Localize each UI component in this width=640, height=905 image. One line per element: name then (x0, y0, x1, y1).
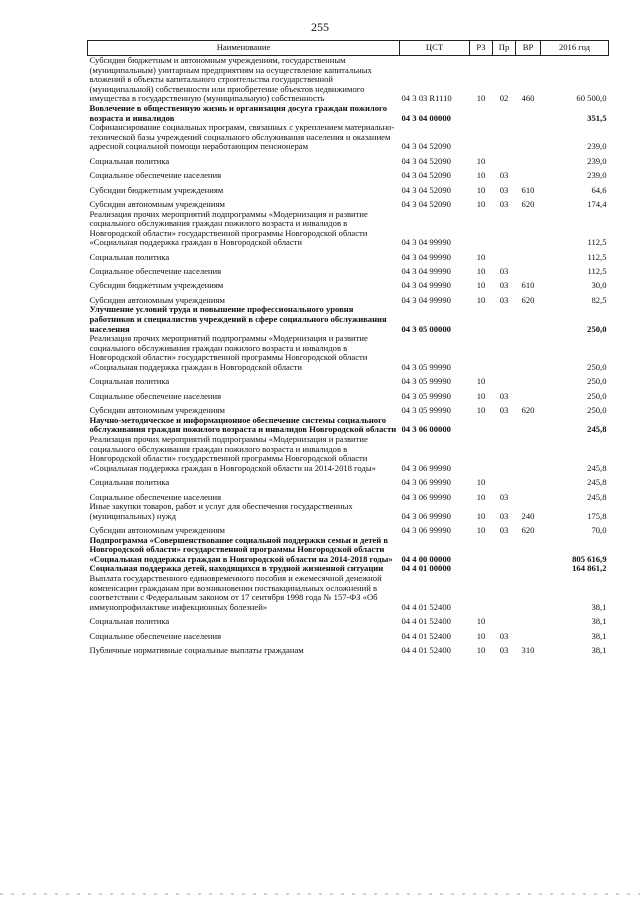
row-rz: 10 (476, 93, 486, 104)
table-row (88, 195, 609, 209)
row-name: Социальная политика (89, 477, 170, 488)
row-name: Иные закупки товаров, работ и услуг для обеспечения государственных (муниципальных) нужд (89, 501, 353, 521)
row-pr (493, 435, 516, 473)
row-name: Улучшение условий труда и повышение профессионального уровня работников и специалистов учреждений в сфере социального обслуживания населения (89, 304, 387, 334)
row-cst: 04 4 01 52400 (401, 601, 451, 612)
row-vr (516, 574, 541, 612)
row-name: Реализация прочих мероприятий подпрограммы «Модернизация и развитие социального обслуживания граждан пожилого возраста и инвалидов в Новгородской области» государственной программы Новгородской области «Социальная поддержка граждан в Новгородской области (89, 208, 368, 248)
row-name: Социальная политика (89, 251, 170, 262)
row-name: Социальная политика (89, 376, 170, 387)
row-name: Субсидии бюджетным и автономным учреждениям, государственным (муниципальным) унитарным предприятиям на осуществление капитальных вложений в объекты капитального строительства государственной (муниципальной) собственности или приобретение объектов недвижимого имущества в государственную (муниципальную) собственность (89, 55, 372, 104)
row-amount: 70,0 (591, 525, 607, 536)
row-vr (516, 305, 541, 334)
table-row (88, 305, 609, 334)
row-pr: 03 (499, 405, 509, 416)
row-rz: 10 (476, 376, 486, 387)
row-cst: 04 3 04 99990 (401, 294, 451, 305)
row-pr: 03 (499, 645, 509, 656)
row-pr: 03 (499, 294, 509, 305)
table-row (88, 277, 609, 291)
row-rz: 10 (476, 294, 486, 305)
row-vr: 620 (521, 525, 535, 536)
row-vr (516, 387, 541, 401)
row-amount: 245,8 (587, 462, 607, 473)
row-pr (493, 334, 516, 372)
row-amount: 64,6 (591, 184, 607, 195)
row-name: Софинансирование социальных программ, связанных с укреплением материально-технической базы учреждений социального обслуживания населения и оказанием адресной социальной помощи неработающим пенсионерам (89, 122, 395, 152)
table-row (88, 416, 609, 435)
row-vr: 610 (521, 184, 535, 195)
row-vr (516, 435, 541, 473)
row-name: Социальное обеспечение населения (89, 170, 222, 181)
row-amount: 60 500,0 (576, 93, 607, 104)
row-rz: 10 (476, 170, 486, 181)
row-vr (516, 334, 541, 372)
row-pr: 03 (499, 525, 509, 536)
row-rz (470, 416, 493, 435)
header-name: Наименование (88, 41, 400, 56)
row-vr: 620 (521, 294, 535, 305)
table-row (88, 181, 609, 195)
row-amount: 250,0 (587, 376, 607, 387)
row-name: Субсидии бюджетным учреждениям (89, 184, 224, 195)
row-rz: 10 (476, 525, 486, 536)
table-header (88, 41, 609, 56)
row-amount: 239,0 (587, 170, 607, 181)
row-pr (493, 612, 516, 626)
row-amount: 38,1 (591, 645, 607, 656)
row-rz: 10 (476, 645, 486, 656)
row-pr: 03 (499, 630, 509, 641)
row-vr: 460 (521, 93, 535, 104)
row-cst: 04 3 06 99990 (401, 477, 451, 488)
row-cst: 04 4 00 00000 (401, 553, 451, 564)
row-cst: 04 3 04 52090 (401, 155, 451, 166)
row-vr (516, 123, 541, 152)
row-cst: 04 3 04 99990 (401, 251, 451, 262)
row-rz: 10 (476, 251, 486, 262)
row-rz (470, 564, 493, 574)
table-row (88, 166, 609, 180)
row-amount: 245,8 (587, 491, 607, 502)
row-vr (516, 210, 541, 248)
row-pr (493, 104, 516, 123)
row-amount: 250,0 (587, 362, 607, 372)
row-amount: 38,1 (591, 616, 607, 627)
header-cst: ЦСТ (400, 41, 470, 56)
table-row (88, 473, 609, 487)
row-vr (516, 416, 541, 435)
table-row (88, 56, 609, 104)
row-name: Научно-методическое и информационное обеспечение системы социального обслуживания граждан пожилого возраста и инвалидов Новгородской области (89, 414, 397, 435)
row-rz (470, 210, 493, 248)
row-rz: 10 (476, 266, 486, 277)
row-rz (470, 574, 493, 612)
row-amount: 175,8 (587, 510, 607, 521)
row-rz (470, 123, 493, 152)
row-cst: 04 4 01 52400 (401, 616, 451, 627)
row-pr (493, 536, 516, 565)
row-amount: 112,5 (587, 266, 607, 277)
row-cst: 04 4 01 52400 (401, 630, 451, 641)
row-pr (493, 574, 516, 612)
header-year: 2016 год (541, 41, 609, 56)
row-rz (470, 435, 493, 473)
row-cst: 04 3 04 52090 (401, 184, 451, 195)
row-vr (516, 627, 541, 641)
row-name: Субсидии автономным учреждениям (89, 198, 225, 209)
row-pr (493, 123, 516, 152)
row-amount: 164 861,2 (572, 563, 607, 574)
row-vr (516, 488, 541, 502)
row-name: Реализация прочих мероприятий подпрограммы «Модернизация и развитие социального обслуживания граждан пожилого возраста и инвалидов в Новгородской области» государственной программы Новгородской области «Социальная поддержка граждан в Новгородской области на 2014-2018 годы» (89, 433, 376, 473)
row-cst: 04 3 05 99990 (401, 390, 451, 401)
row-pr: 03 (499, 280, 509, 291)
table-row (88, 435, 609, 473)
table-body (88, 56, 609, 656)
table-row (88, 123, 609, 152)
row-pr: 02 (499, 93, 509, 104)
row-amount: 82,5 (591, 294, 607, 305)
row-name: Социальное обеспечение населения (89, 266, 222, 277)
row-cst: 04 3 03 R1110 (401, 93, 452, 104)
row-cst: 04 3 06 99990 (401, 525, 451, 536)
row-pr: 03 (499, 266, 509, 277)
row-rz: 10 (476, 155, 486, 166)
row-rz: 10 (476, 491, 486, 502)
row-amount: 250,0 (587, 323, 607, 334)
row-vr (516, 248, 541, 262)
row-cst: 04 3 05 99990 (401, 405, 451, 416)
row-pr (493, 210, 516, 248)
row-cst: 04 3 06 00000 (401, 424, 451, 435)
row-name: Реализация прочих мероприятий подпрограммы «Модернизация и развитие социального обслуживания граждан пожилого возраста и инвалидов в Новгородской области» государственной программы Новгородской области «Социальная поддержка граждан в Новгородской области (89, 333, 368, 372)
row-amount: 250,0 (587, 390, 607, 401)
row-pr (493, 473, 516, 487)
row-vr: 620 (521, 405, 535, 416)
row-name: Социальная поддержка детей, находящихся в трудной жизненной ситуации (89, 563, 384, 574)
budget-table (87, 40, 609, 656)
row-name: Социальное обеспечение населения (89, 390, 222, 401)
row-rz (470, 104, 493, 123)
row-cst: 04 4 01 00000 (401, 563, 451, 574)
row-amount: 112,5 (587, 251, 607, 262)
row-amount: 245,8 (587, 477, 607, 488)
row-name: Выплата государственного единовременного пособия и ежемесячной денежной компенсации гражданам при возникновении поствакцинальных осложнений в соответствии с Федеральным законом от 17 сентября 1998 года № 157-ФЗ «Об иммунопрофилактике инфекционных болезней» (89, 573, 382, 612)
row-vr (516, 612, 541, 626)
row-vr: 620 (521, 198, 535, 209)
row-vr (516, 166, 541, 180)
table-row (88, 291, 609, 305)
page-number: 255 (311, 20, 329, 34)
row-rz: 10 (476, 630, 486, 641)
header-rz: РЗ (470, 41, 493, 56)
row-name: Социальная политика (89, 155, 170, 166)
row-cst: 04 3 04 52090 (401, 170, 451, 181)
table-row (88, 248, 609, 262)
row-amount: 805 616,9 (572, 553, 607, 564)
row-cst: 04 3 04 52090 (401, 198, 451, 209)
table-row (88, 641, 609, 655)
row-pr: 03 (499, 198, 509, 209)
row-cst: 04 3 06 99990 (401, 491, 451, 502)
row-pr (493, 564, 516, 574)
row-amount: 38,1 (591, 601, 607, 612)
row-cst: 04 3 04 52090 (401, 141, 451, 152)
row-pr (493, 373, 516, 387)
scan-edge-noise (0, 893, 640, 895)
row-rz (470, 536, 493, 565)
row-name: Социальная политика (89, 616, 170, 627)
row-pr: 03 (499, 491, 509, 502)
row-cst: 04 3 05 99990 (401, 376, 451, 387)
row-pr: 03 (499, 510, 509, 521)
row-name: Социальное обеспечение населения (89, 630, 222, 641)
row-cst: 04 3 06 99990 (401, 462, 451, 473)
row-name: Подпрограмма «Совершенствование социальной поддержки семьи и детей в Новгородской области» государственной программы Новгородской области «Социальная поддержка граждан в Новгородской области на 2014-2018 годы» (89, 534, 393, 564)
row-rz: 10 (476, 510, 486, 521)
table-row (88, 104, 609, 123)
row-cst: 04 3 04 99990 (401, 280, 451, 291)
row-rz (470, 334, 493, 372)
row-cst: 04 3 05 00000 (401, 323, 451, 334)
row-vr (516, 564, 541, 574)
row-pr (493, 152, 516, 166)
row-vr (516, 152, 541, 166)
row-rz: 10 (476, 198, 486, 209)
table-row (88, 502, 609, 521)
row-pr: 03 (499, 184, 509, 195)
row-rz: 10 (476, 280, 486, 291)
table-row (88, 152, 609, 166)
table-row (88, 262, 609, 276)
row-rz: 10 (476, 405, 486, 416)
row-vr (516, 536, 541, 565)
row-rz: 10 (476, 184, 486, 195)
row-rz: 10 (476, 390, 486, 401)
table-row (88, 401, 609, 415)
table-row (88, 334, 609, 372)
row-amount: 351,5 (587, 112, 607, 123)
table-row (88, 488, 609, 502)
row-name: Вовлечение в общественную жизнь и организация досуга граждан пожилого возраста и инвалидов (89, 102, 388, 123)
row-vr (516, 473, 541, 487)
row-rz: 10 (476, 477, 486, 488)
row-name: Субсидии бюджетным учреждениям (89, 280, 224, 291)
row-amount: 112,5 (587, 237, 607, 248)
row-name: Публичные нормативные социальные выплаты гражданам (89, 645, 304, 656)
table-row (88, 574, 609, 612)
row-vr: 610 (521, 280, 535, 291)
row-vr (516, 262, 541, 276)
row-amount: 250,0 (587, 405, 607, 416)
row-amount: 38,1 (591, 630, 607, 641)
table-row (88, 536, 609, 565)
row-vr: 310 (521, 645, 535, 656)
row-amount: 245,8 (587, 424, 607, 435)
row-cst: 04 3 04 99990 (401, 266, 451, 277)
table-row (88, 387, 609, 401)
row-cst: 04 4 01 52400 (401, 645, 451, 656)
row-pr (493, 305, 516, 334)
row-cst: 04 3 04 00000 (401, 112, 451, 123)
row-name: Субсидии автономным учреждениям (89, 294, 225, 305)
row-amount: 239,0 (587, 155, 607, 166)
row-vr (516, 104, 541, 123)
header-pr: Пр (493, 41, 516, 56)
row-amount: 174,4 (587, 198, 607, 209)
table-row (88, 627, 609, 641)
row-vr: 240 (521, 510, 535, 521)
row-rz: 10 (476, 616, 486, 627)
row-cst: 04 3 06 99990 (401, 510, 451, 521)
table-row (88, 373, 609, 387)
row-amount: 30,0 (591, 280, 607, 291)
row-pr (493, 248, 516, 262)
row-pr (493, 416, 516, 435)
row-name: Субсидии автономным учреждениям (89, 405, 225, 416)
row-name: Социальное обеспечение населения (89, 491, 222, 502)
row-amount: 239,0 (587, 141, 607, 152)
header-vr: ВР (516, 41, 541, 56)
table-row (88, 612, 609, 626)
row-vr (516, 373, 541, 387)
row-name: Субсидии автономным учреждениям (89, 525, 225, 536)
row-cst: 04 3 04 99990 (401, 237, 451, 248)
row-rz (470, 305, 493, 334)
table-row (88, 521, 609, 535)
row-cst: 04 3 05 99990 (401, 362, 451, 372)
row-pr: 03 (499, 170, 509, 181)
row-pr: 03 (499, 390, 509, 401)
table-row (88, 210, 609, 248)
